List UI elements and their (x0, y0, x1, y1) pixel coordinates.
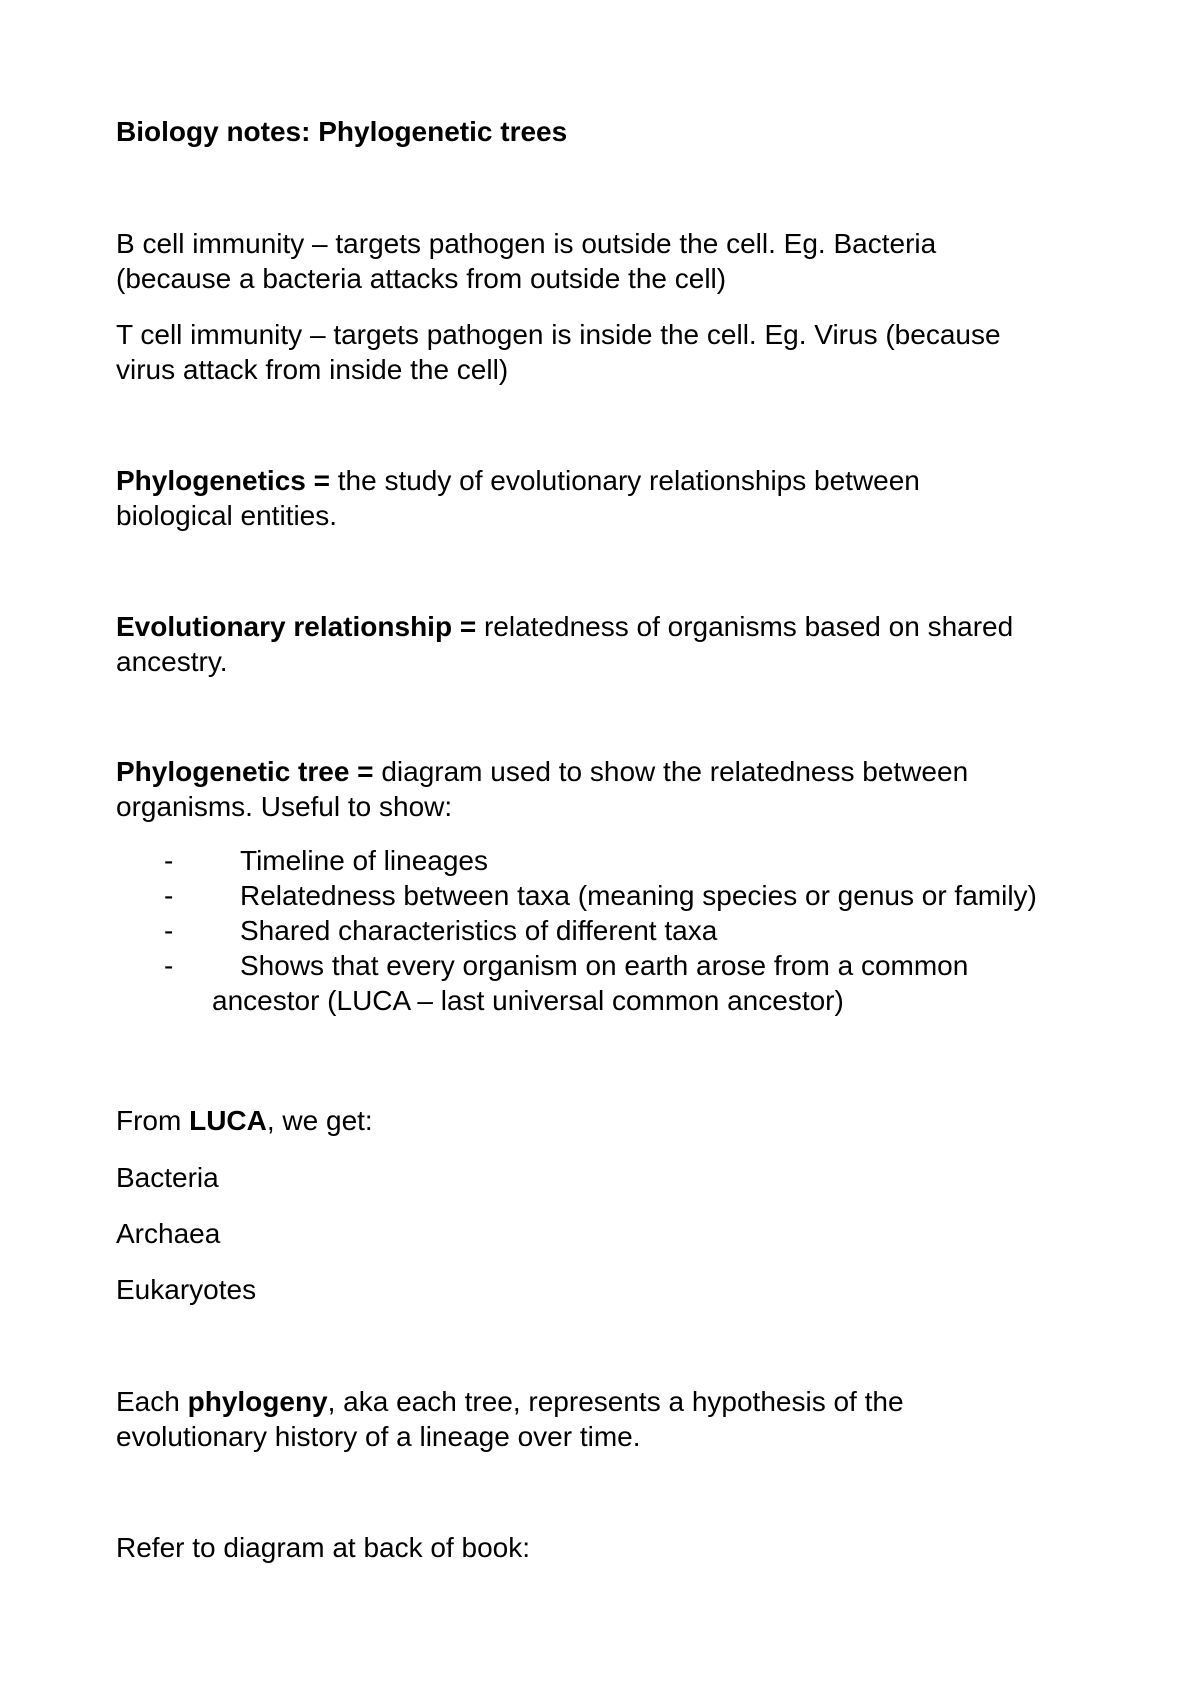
phylogeny-prefix: Each (116, 1386, 188, 1417)
domain-bacteria: Bacteria (116, 1162, 219, 1193)
bullet-dash: - (164, 950, 174, 981)
b-cell-line-1: B cell immunity – targets pathogen is outside the cell. Eg. Bacteria (116, 228, 937, 259)
phylogenetic-tree-term: Phylogenetic tree = (116, 756, 374, 787)
luca-paragraph (116, 1103, 1116, 1138)
phylogeny-suffix: , aka each tree, represents a hypothesis of the (327, 1386, 904, 1417)
list-item-text: Timeline of lineages (240, 845, 488, 876)
evolutionary-relationship-term: Evolutionary relationship = (116, 611, 477, 642)
title-text: Biology notes: Phylogenetic trees (116, 116, 568, 147)
t-cell-line-2: virus attack from inside the cell) (116, 354, 509, 385)
bullet-dash: - (164, 880, 174, 911)
domain-eukaryotes: Eukaryotes (116, 1274, 257, 1305)
luca-suffix: , we get: (266, 1105, 373, 1136)
list-item (116, 913, 1116, 948)
list-item (116, 878, 1116, 913)
phylogeny-line-2: evolutionary history of a lineage over time. (116, 1421, 641, 1452)
luca-term: LUCA (189, 1105, 267, 1136)
b-cell-line-2: (because a bacteria attacks from outside the cell) (116, 263, 727, 294)
list-item (116, 843, 1116, 878)
evolutionary-relationship-def-2: ancestry. (116, 646, 228, 677)
phylogenetic-tree-definition (116, 754, 1116, 824)
luca-prefix: From (116, 1105, 190, 1136)
list-item-text: Shows that every organism on earth arose from a common (240, 950, 969, 981)
refer-text: Refer to diagram at back of book: (116, 1532, 530, 1563)
phylogeny-paragraph (116, 1384, 1116, 1454)
phylogenetics-def-1: the study of evolutionary relationships between (329, 465, 920, 496)
b-cell-paragraph (116, 226, 1116, 296)
phylogenetics-definition (116, 463, 1116, 533)
refer-paragraph (116, 1530, 1116, 1565)
list-item-text-continued: ancestor (LUCA – last universal common ancestor) (212, 985, 844, 1016)
evolutionary-relationship-def-1: relatedness of organisms based on shared (476, 611, 1014, 642)
useful-to-show-list (116, 843, 1116, 1018)
list-item-text: Shared characteristics of different taxa (240, 915, 718, 946)
phylogenetic-tree-def-1: diagram used to show the relatedness between (373, 756, 969, 787)
domain-archaea: Archaea (116, 1218, 221, 1249)
bullet-dash: - (164, 845, 174, 876)
t-cell-line-1: T cell immunity – targets pathogen is inside the cell. Eg. Virus (because (116, 319, 1001, 350)
phylogenetics-def-2: biological entities. (116, 500, 338, 531)
phylogenetics-term: Phylogenetics = (116, 465, 330, 496)
phylogeny-term: phylogeny (187, 1386, 328, 1417)
phylogenetic-tree-def-2: organisms. Useful to show: (116, 791, 453, 822)
list-item (116, 948, 1116, 1018)
list-item-text: Relatedness between taxa (meaning species or genus or family) (240, 880, 1037, 911)
evolutionary-relationship-definition (116, 609, 1116, 679)
t-cell-paragraph (116, 317, 1116, 387)
document-title (116, 114, 1116, 149)
bullet-dash: - (164, 915, 174, 946)
